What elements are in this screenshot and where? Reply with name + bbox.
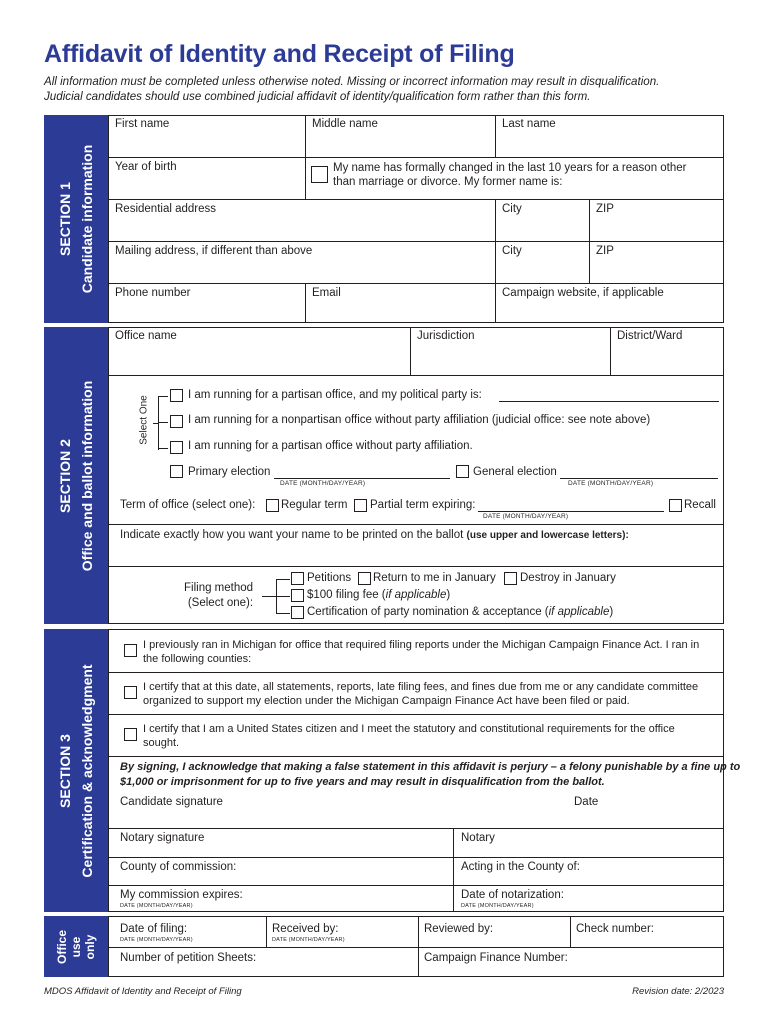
website-field[interactable]: Campaign website, if applicable [495, 283, 724, 323]
jurisdiction-field[interactable]: Jurisdiction [410, 327, 610, 375]
party-input-line[interactable] [499, 401, 719, 402]
section3-label: SECTION 3 [57, 733, 73, 808]
section1-sublabel: Candidate information [79, 144, 95, 294]
office-use-form: Date of filing: DATE (MONTH/DAY/YEAR) Received by: DATE (MONTH/DAY/YEAR) Reviewed by: Check number: Number of petition Sheets: Campaign Finance Number: [108, 916, 724, 977]
date-filing-field[interactable]: Date of filing: [120, 923, 188, 935]
notary-field[interactable]: Notary [461, 832, 495, 844]
section1-form [108, 115, 724, 323]
section1-label: SECTION 1 [57, 182, 73, 256]
prev-ran-row: I previously ran in Michigan for office that required filing reports under the Michigan Campaign Finance Act. I ran in the following counties: [108, 630, 724, 672]
petition-sheets-field[interactable]: Number of petition Sheets: [120, 952, 257, 964]
partial-term-checkbox[interactable] [354, 499, 367, 512]
check-number-field[interactable]: Check number: [576, 923, 654, 935]
footer-left: MDOS Affidavit of Identity and Receipt of Filing [44, 986, 242, 997]
petitions-checkbox[interactable] [291, 572, 304, 585]
nonpartisan-checkbox[interactable] [170, 415, 183, 428]
first-name-field[interactable]: First name [108, 115, 298, 157]
page-title: Affidavit of Identity and Receipt of Filing [44, 40, 515, 68]
email-field[interactable]: Email [305, 283, 495, 323]
residential-zip-field[interactable]: ZIP [589, 199, 724, 241]
destroy-january-checkbox[interactable] [504, 572, 517, 585]
partisan-checkbox[interactable] [170, 389, 183, 402]
notary-signature-field[interactable]: Notary signature [120, 832, 205, 844]
office-use-label-2: use [69, 936, 83, 957]
residential-address-field[interactable]: Residential address [108, 199, 495, 241]
reviewed-by-field[interactable]: Reviewed by: [424, 923, 494, 935]
section3-sidebar [44, 629, 108, 912]
phone-field[interactable]: Phone number [108, 283, 305, 323]
middle-name-field[interactable]: Middle name [305, 115, 495, 157]
select-one-label: Select One [138, 395, 150, 445]
return-january-checkbox[interactable] [358, 572, 371, 585]
section2-form: Office name Jurisdiction District/Ward Select One I am running for a partisan office, and my political party is: I am running for a nonpartisan office without party affiliation (judicial office: see note above) I am running for a partisan office without party affiliation. Primary election DATE (MONTH/DAY/YEAR) General election DATE (MONTH/DAY/YEAR) Term of office (select one): Regular term Partial term expiring: DATE (MONTH/DAY/YEAR) Recall Indicate exactly how you want your name to be printed on the ballot (use upper and lowercase letters): Filing method (Select one): Petitions Return to me in January Destroy in January $100 filing fee (if applicable) Certification of party nomination & acceptance (if applicable) [108, 327, 724, 624]
general-election-checkbox[interactable] [456, 465, 469, 478]
mailing-city-field[interactable]: City [495, 241, 589, 283]
name-change-checkbox[interactable] [311, 166, 328, 183]
citizen-checkbox[interactable] [124, 728, 137, 741]
section2-sidebar [44, 327, 108, 624]
received-by-field[interactable]: Received by: [272, 923, 339, 935]
name-change-field: My name has formally changed in the last 10 years for a reason other than marriage or divorce. My former name is: [305, 157, 724, 199]
date-notarization-field[interactable]: Date of notarization: [461, 889, 564, 901]
filing-fee-checkbox[interactable] [291, 589, 304, 602]
year-of-birth-field[interactable]: Year of birth [108, 157, 305, 199]
district-field[interactable]: District/Ward [610, 327, 724, 375]
certify-filings-row: I certify that at this date, all statements, reports, late filing fees, and fines due from me or any candidate committee organized to support my election under the Michigan Campaign Finance Act have been filed or paid. [108, 672, 724, 714]
mailing-address-field[interactable]: Mailing address, if different than above [108, 241, 495, 283]
last-name-field[interactable]: Last name [495, 115, 724, 157]
footer-right: Revision date: 2/2023 [632, 986, 724, 997]
office-name-field[interactable]: Office name [108, 327, 410, 375]
intro-line-2: Judicial candidates should use combined judicial affidavit of identity/qualification form rather than this form. [44, 90, 591, 103]
office-use-label-3: only [83, 934, 97, 959]
prev-ran-checkbox[interactable] [124, 644, 137, 657]
county-commission-field[interactable]: County of commission: [120, 861, 237, 873]
acting-county-field[interactable]: Acting in the County of: [461, 861, 580, 873]
residential-city-field[interactable]: City [495, 199, 589, 241]
section3-sublabel: Certification & acknowledgment [79, 663, 95, 878]
primary-election-checkbox[interactable] [170, 465, 183, 478]
certify-filings-checkbox[interactable] [124, 686, 137, 699]
section3-form: I previously ran in Michigan for office that required filing reports under the Michigan Campaign Finance Act. I ran in the following counties: I certify that at this date, all statements, reports, late filing fees, and fines due from me or any candidate committee organized to support my election under the Michigan Campaign Finance Act have been filed or paid. I certify that I am a United States citizen and I meet the statutory and constitutional requirements for the office sought. By signing, I acknowledge that making a false statement in this affidavit is perjury – a felony punishable by a fine up to $1,000 or imprisonment for up to five years and may result in disqualification from the ballot. Candidate signature Date Notary signature Notary County of commission: Acting in the County of: My commission expires: DATE (MONTH/DAY/YEAR) Date of notarization: DATE (MONTH/DAY/YEAR) [108, 629, 724, 912]
commission-expires-field[interactable]: My commission expires: [120, 889, 243, 901]
mailing-zip-field[interactable]: ZIP [589, 241, 724, 283]
perjury-statement: By signing, I acknowledge that making a false statement in this affidavit is perjury – a felony punishable by a fine up to $1,000 or imprisonment for up to five years and may result in disqualification from the ballot. [120, 761, 741, 788]
partisan-no-party-checkbox[interactable] [170, 441, 183, 454]
section2-label: SECTION 2 [57, 438, 73, 513]
candidate-date-field[interactable]: Date [574, 796, 599, 808]
section2-sublabel: Office and ballot information [79, 380, 95, 571]
filing-method-label: Filing method (Select one): [184, 582, 254, 609]
primary-date-line[interactable] [274, 478, 450, 479]
office-use-label-1: Office [55, 929, 69, 964]
intro-line-1: All information must be completed unless otherwise noted. Missing or incorrect information may result in disqualification. [44, 75, 660, 88]
general-date-line[interactable] [560, 478, 718, 479]
ballot-name-field[interactable]: Indicate exactly how you want your name to be printed on the ballot (use upper and lowercase letters): [120, 529, 629, 541]
office-use-sidebar [44, 916, 108, 977]
regular-term-checkbox[interactable] [266, 499, 279, 512]
party-certification-checkbox[interactable] [291, 606, 304, 619]
citizen-row: I certify that I am a United States citizen and I meet the statutory and constitutional requirements for the office sought. [108, 714, 724, 756]
intro-text [44, 74, 744, 104]
candidate-signature-field[interactable]: Candidate signature [120, 796, 223, 808]
campaign-finance-field[interactable]: Campaign Finance Number: [424, 952, 568, 964]
partial-term-date-line[interactable] [478, 511, 664, 512]
recall-checkbox[interactable] [669, 499, 682, 512]
section1-sidebar [44, 115, 108, 323]
